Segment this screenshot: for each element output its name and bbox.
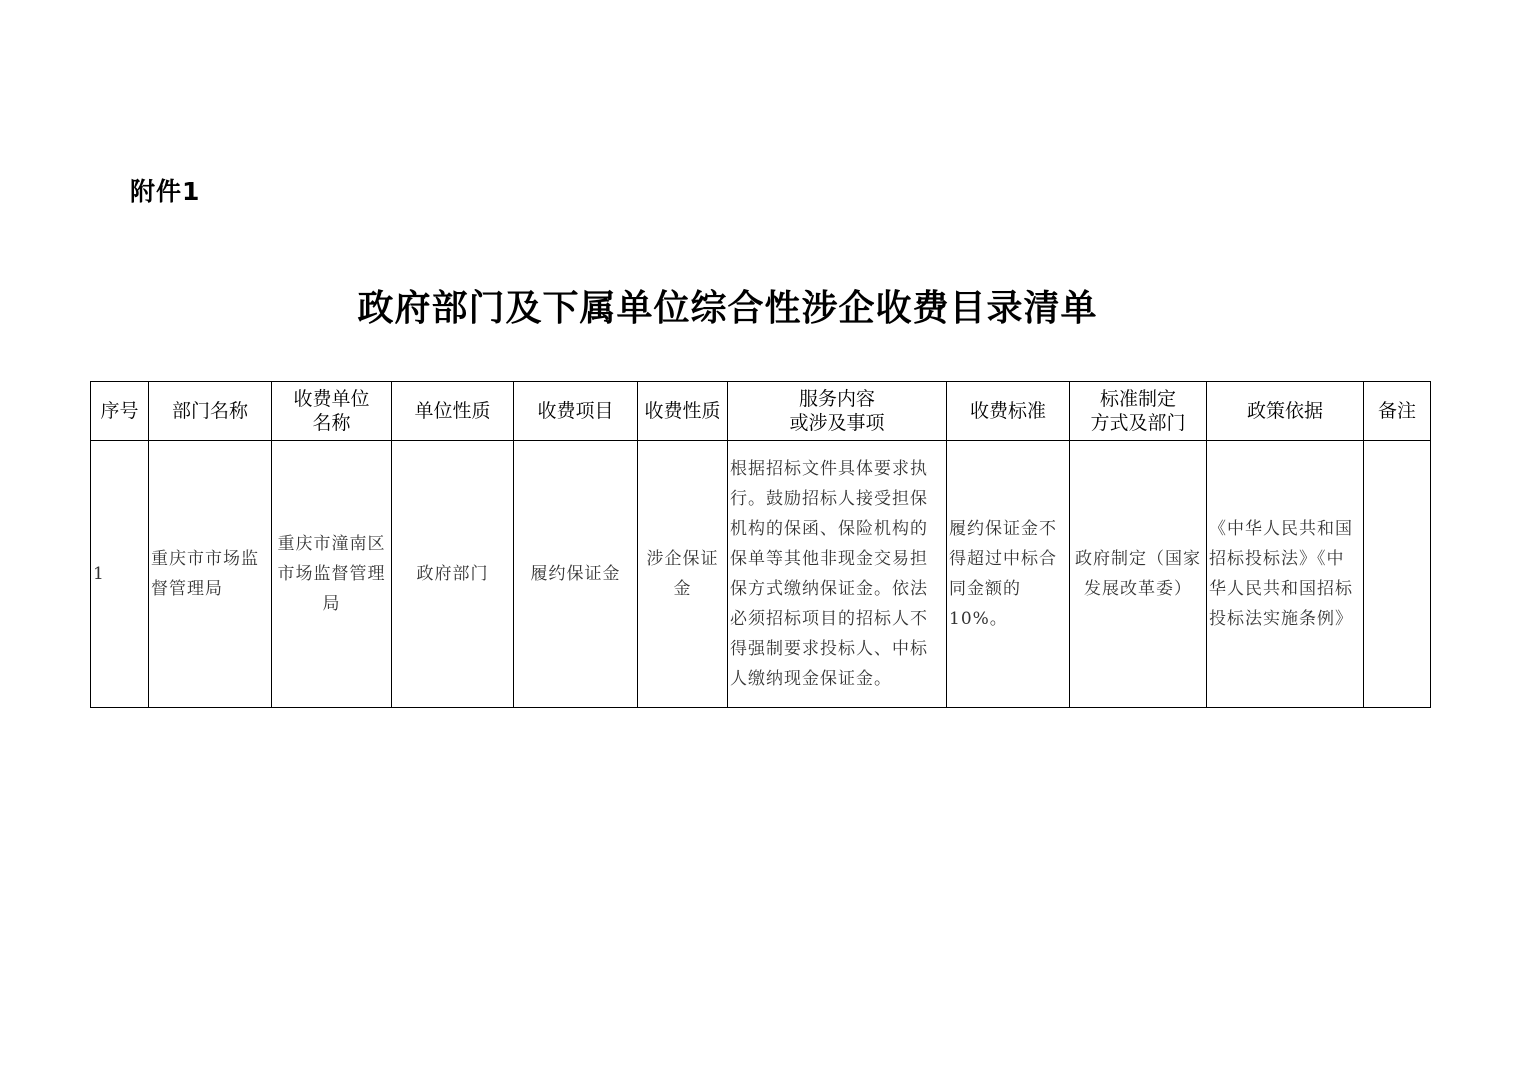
table-body	[91, 441, 1431, 708]
cell-nature: 涉企保证金	[638, 441, 728, 708]
cell-unit-nature: 政府部门	[392, 441, 514, 708]
header-standard: 收费标准	[947, 382, 1070, 441]
header-method-line2: 方式及部门	[1090, 412, 1186, 434]
header-content	[728, 382, 947, 441]
table-header	[91, 382, 1431, 441]
header-content-line2: 或涉及事项	[789, 412, 885, 434]
header-remark: 备注	[1364, 382, 1431, 441]
header-seq: 序号	[91, 382, 149, 441]
cell-method: 政府制定（国家发展改革委）	[1070, 441, 1207, 708]
cell-dept: 重庆市市场监督管理局	[149, 441, 272, 708]
fee-catalog-table	[90, 381, 1431, 708]
cell-unit: 重庆市潼南区市场监督管理局	[272, 441, 392, 708]
header-unit-line1: 收费单位	[293, 388, 370, 410]
attachment-label: 附件1	[130, 177, 201, 206]
cell-seq: 1	[91, 441, 149, 708]
header-item: 收费项目	[514, 382, 638, 441]
cell-basis: 《中华人民共和国招标投标法》《中华人民共和国招标投标法实施条例》	[1207, 441, 1364, 708]
header-method	[1070, 382, 1207, 441]
header-row	[91, 382, 1431, 441]
header-unit-line2: 名称	[312, 412, 351, 434]
header-method-line1: 标准制定	[1099, 388, 1176, 410]
cell-item: 履约保证金	[514, 441, 638, 708]
cell-remark	[1364, 441, 1431, 708]
header-basis: 政策依据	[1207, 382, 1364, 441]
table-row	[91, 441, 1431, 708]
cell-content: 根据招标文件具体要求执行。鼓励招标人接受担保机构的保函、保险机构的保单等其他非现金交易担保方式缴纳保证金。依法必须招标项目的招标人不得强制要求投标人、中标人缴纳现金保证金。	[728, 441, 947, 708]
header-nature: 收费性质	[638, 382, 728, 441]
header-content-line1: 服务内容	[798, 388, 875, 410]
header-dept: 部门名称	[149, 382, 272, 441]
header-unit-nature: 单位性质	[392, 382, 514, 441]
header-unit	[272, 382, 392, 441]
document-title: 政府部门及下属单位综合性涉企收费目录清单	[357, 287, 1098, 329]
cell-standard: 履约保证金不得超过中标合同金额的10%。	[947, 441, 1070, 708]
